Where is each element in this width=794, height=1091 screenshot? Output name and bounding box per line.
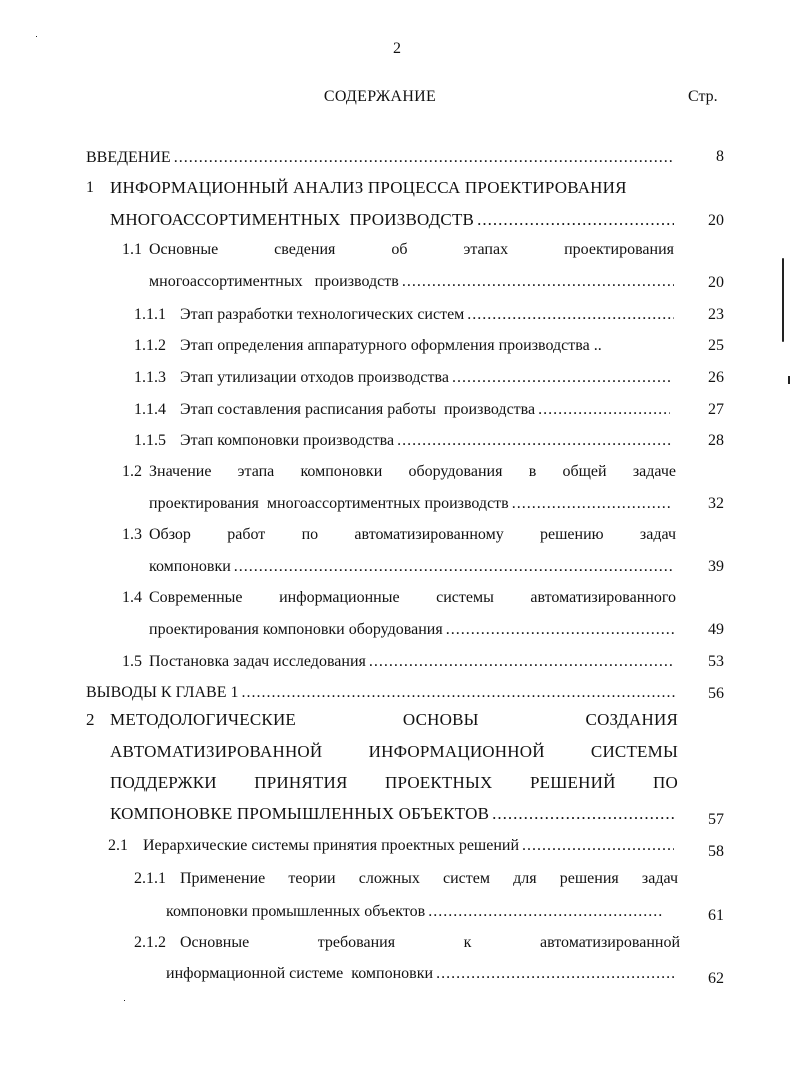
toc-subsection-number: 1.1.3 <box>134 369 166 386</box>
toc-section-1-1[interactable]: Основные сведения об этапах проектирования <box>149 241 674 258</box>
toc-entry-page: 56 <box>708 685 724 702</box>
page-number: 2 <box>393 40 401 57</box>
toc-section-1-2[interactable]: Значение этапа компоновки оборудования в общей задаче <box>149 463 676 480</box>
toc-section-number: 1.2 <box>122 463 142 480</box>
toc-subsection-number: 2.1.1 <box>134 870 166 887</box>
toc-entry-page: 62 <box>708 970 724 987</box>
toc-entry-page: 49 <box>708 621 724 638</box>
toc-section-1-2-cont[interactable]: проектирования многоассортиментных производств ..... <box>149 494 672 514</box>
toc-subsection-2-1-1-cont[interactable]: компоновки промышленных объектов ..... <box>166 902 664 922</box>
toc-subsection-1-1-2[interactable]: Этап определения аппаратурного оформления производства .. <box>180 337 602 354</box>
page-column-label: Стр. <box>688 88 718 105</box>
toc-section-2-1[interactable]: Иерархические системы принятия проектных решений ..... <box>143 836 674 856</box>
toc-subsection-number: 1.1.1 <box>134 306 166 323</box>
toc-chapter-2[interactable]: МЕТОДОЛОГИЧЕСКИЕ ОСНОВЫ СОЗДАНИЯ <box>110 710 678 729</box>
toc-section-1-1-cont[interactable]: многоассортиментных производств ..... <box>149 272 674 292</box>
toc-entry-page: 28 <box>708 432 724 449</box>
scan-speck <box>124 1000 125 1001</box>
toc-chapter-number: 2 <box>86 710 95 729</box>
toc-subsection-1-1-5[interactable]: Этап компоновки производства ..... <box>180 431 672 451</box>
toc-chapter-2-line4[interactable]: КОМПОНОВКЕ ПРОМЫШЛЕННЫХ ОБЪЕКТОВ ..... <box>110 804 674 824</box>
toc-subsection-1-1-3[interactable]: Этап утилизации отходов производства ..... <box>180 368 670 388</box>
toc-entry-page: 23 <box>708 306 724 323</box>
toc-subsection-number: 1.1.5 <box>134 432 166 449</box>
toc-subsection-number: 1.1.4 <box>134 401 166 418</box>
toc-section-1-4[interactable]: Современные информационные системы автоматизированного <box>149 589 676 606</box>
toc-section-1-3[interactable]: Обзор работ по автоматизированному решению задач <box>149 526 676 543</box>
toc-subsection-1-1-1[interactable]: Этап разработки технологических систем ..... <box>180 305 674 325</box>
toc-title: СОДЕРЖАНИЕ <box>323 88 437 105</box>
toc-entry-page: 20 <box>708 274 724 291</box>
toc-entry-page: 39 <box>708 558 724 575</box>
toc-subsection-2-1-2[interactable]: Основные требования к автоматизированной <box>180 934 680 951</box>
toc-entry-page: 8 <box>716 148 724 165</box>
scan-mark <box>782 258 784 342</box>
toc-entry-page: 26 <box>708 369 724 386</box>
toc-chapter-number: 1 <box>86 179 94 196</box>
toc-entry-page: 58 <box>708 843 724 860</box>
scan-speck <box>788 376 790 384</box>
toc-subsection-1-1-4[interactable]: Этап составления расписания работы производства ..... <box>180 400 670 420</box>
toc-chapter-2-line3[interactable]: ПОДДЕРЖКИ ПРИНЯТИЯ ПРОЕКТНЫХ РЕШЕНИЙ ПО <box>110 773 678 792</box>
toc-entry-page: 61 <box>708 907 724 924</box>
toc-section-1-5[interactable]: Постановка задач исследования ..... <box>149 652 674 672</box>
toc-section-1-3-cont[interactable]: компоновки ..... <box>149 557 674 577</box>
toc-entry-page: 20 <box>708 212 724 229</box>
toc-chapter-1-cont[interactable]: МНОГОАССОРТИМЕНТНЫХ ПРОИЗВОДСТВ ..... <box>110 210 674 230</box>
toc-chapter-2-line2[interactable]: АВТОМАТИЗИРОВАННОЙ ИНФОРМАЦИОННОЙ СИСТЕМЫ <box>110 742 678 761</box>
toc-entry-page: 57 <box>708 811 724 828</box>
toc-entry-page: 32 <box>708 495 724 512</box>
toc-section-number: 1.5 <box>122 653 142 670</box>
toc-section-1-4-cont[interactable]: проектирования компоновки оборудования ..... <box>149 620 676 640</box>
toc-entry-intro[interactable] <box>86 148 672 168</box>
toc-entry-text: ВВЕДЕНИЕ <box>86 149 171 166</box>
toc-entry-page: 53 <box>708 653 724 670</box>
toc-subsection-2-1-2-cont[interactable]: информационной системе компоновки ..... <box>166 964 674 984</box>
toc-subsection-number: 2.1.2 <box>134 934 166 951</box>
toc-section-number: 1.4 <box>122 589 142 606</box>
toc-entry-page: 27 <box>708 401 724 418</box>
toc-subsection-2-1-1[interactable]: Применение теории сложных систем для решения задач <box>180 870 678 887</box>
toc-section-number: 1.3 <box>122 526 142 543</box>
toc-chapter-1[interactable]: ИНФОРМАЦИОННЫЙ АНАЛИЗ ПРОЦЕССА ПРОЕКТИРОВАНИЯ <box>110 178 627 197</box>
toc-section-number: 1.1 <box>122 241 142 258</box>
scan-speck <box>36 36 37 37</box>
toc-section-number: 2.1 <box>108 837 128 854</box>
toc-entry-conclusions-1[interactable]: ВЫВОДЫ К ГЛАВЕ 1 ..... <box>86 683 676 703</box>
toc-subsection-number: 1.1.2 <box>134 337 166 354</box>
toc-entry-page: 25 <box>708 337 724 354</box>
